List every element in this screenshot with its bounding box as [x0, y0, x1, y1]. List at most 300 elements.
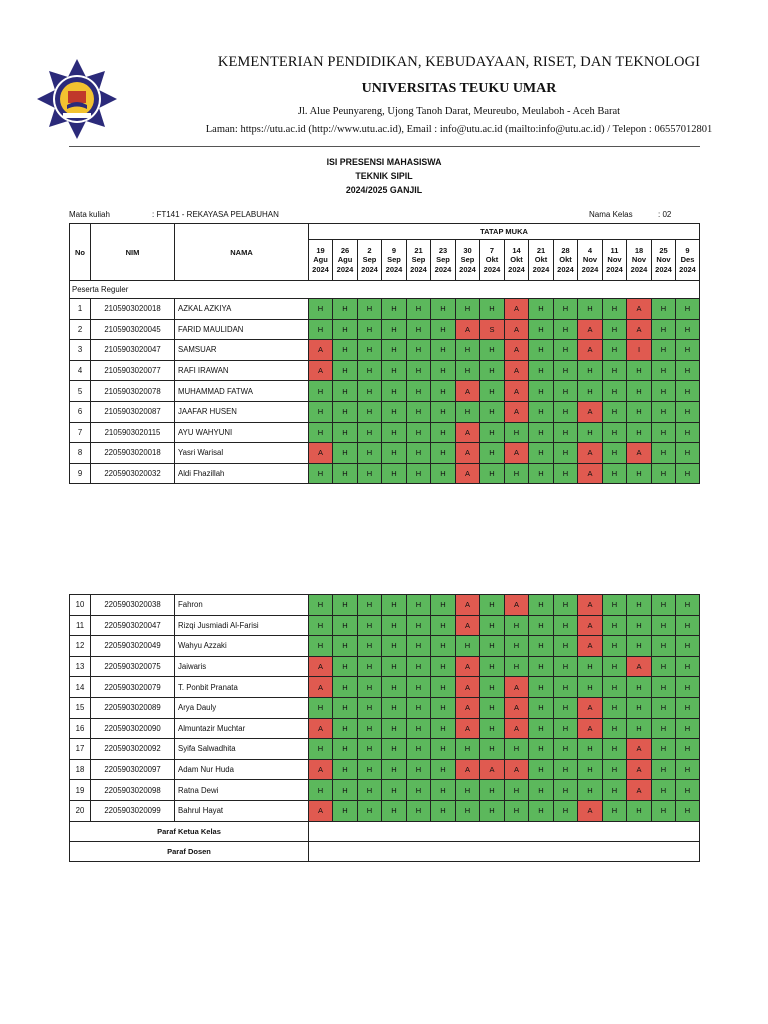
attendance-cell: A	[309, 759, 333, 780]
attendance-cell: H	[333, 381, 358, 402]
attendance-cell: A	[627, 780, 652, 801]
attendance-cell: H	[309, 401, 333, 422]
date-header-month: Nov	[607, 255, 622, 265]
course-value: : FT141 - REKAYASA PELABUHAN	[152, 210, 279, 219]
academic-term: 2024/2025 GANJIL	[345, 185, 423, 195]
attendance-cell: H	[480, 360, 505, 381]
attendance-cell: H	[382, 718, 407, 739]
attendance-cell: H	[358, 319, 382, 340]
attendance-cell: A	[505, 595, 529, 616]
attendance-cell: H	[652, 443, 676, 464]
attendance-cell: H	[358, 636, 382, 657]
attendance-cell: H	[309, 422, 333, 443]
attendance-cell: A	[456, 595, 480, 616]
attendance-cell: H	[358, 739, 382, 760]
attendance-cell: H	[407, 319, 431, 340]
attendance-cell: A	[627, 443, 652, 464]
attendance-cell: H	[652, 463, 676, 484]
attendance-cell: H	[529, 595, 554, 616]
attendance-cell: H	[603, 340, 627, 361]
attendance-cell: H	[529, 401, 554, 422]
sign-dosen-field[interactable]	[309, 841, 700, 861]
student-nim: 2105903020047	[91, 340, 175, 361]
attendance-cell: H	[358, 422, 382, 443]
attendance-cell: H	[627, 800, 652, 821]
student-nim: 2105903020018	[91, 299, 175, 320]
student-name: Bahrul Hayat	[175, 800, 309, 821]
attendance-cell: H	[431, 780, 456, 801]
student-nim: 2205903020047	[91, 615, 175, 636]
attendance-cell: A	[456, 718, 480, 739]
student-nim: 2205903020049	[91, 636, 175, 657]
attendance-cell: H	[603, 422, 627, 443]
attendance-cell: H	[676, 739, 700, 760]
student-no: 17	[70, 739, 91, 760]
attendance-cell: A	[627, 759, 652, 780]
attendance-cell: A	[578, 443, 603, 464]
attendance-cell: H	[358, 656, 382, 677]
attendance-cell: H	[505, 422, 529, 443]
table-row	[70, 422, 700, 443]
student-name: Wahyu Azzaki	[175, 636, 309, 657]
attendance-cell: A	[505, 697, 529, 718]
attendance-cell: A	[456, 697, 480, 718]
table-row	[70, 443, 700, 464]
attendance-cell: H	[480, 800, 505, 821]
attendance-cell: H	[627, 677, 652, 698]
attendance-cell: H	[554, 360, 578, 381]
attendance-cell: H	[431, 422, 456, 443]
student-nim: 2105903020077	[91, 360, 175, 381]
attendance-cell: H	[554, 636, 578, 657]
attendance-cell: H	[480, 595, 505, 616]
attendance-cell: H	[382, 780, 407, 801]
attendance-cell: H	[652, 299, 676, 320]
attendance-cell: H	[309, 463, 333, 484]
attendance-cell: H	[358, 780, 382, 801]
attendance-cell: A	[505, 401, 529, 422]
attendance-cell: H	[382, 636, 407, 657]
attendance-cell: H	[676, 381, 700, 402]
attendance-cell: H	[382, 759, 407, 780]
header-divider	[69, 146, 700, 147]
attendance-cell: A	[505, 319, 529, 340]
attendance-cell: H	[529, 615, 554, 636]
date-header-year: 2024	[312, 264, 329, 274]
attendance-cell: A	[456, 381, 480, 402]
attendance-cell: I	[627, 340, 652, 361]
attendance-cell: H	[333, 422, 358, 443]
date-header	[358, 240, 382, 281]
attendance-cell: H	[578, 759, 603, 780]
print-footnote	[12, 487, 13, 491]
attendance-cell: H	[382, 360, 407, 381]
university-contact: Laman: https://utu.ac.id (http://www.utu.ac.id), Email : info@utu.ac.id (mailto:info@utu.ac.id) / Telepon : 06557012801	[205, 124, 713, 135]
attendance-cell: H	[358, 381, 382, 402]
attendance-cell: H	[309, 615, 333, 636]
student-no: 13	[70, 656, 91, 677]
date-header-year: 2024	[336, 264, 354, 274]
attendance-cell: H	[529, 677, 554, 698]
attendance-cell: A	[309, 656, 333, 677]
attendance-cell: H	[578, 381, 603, 402]
attendance-cell: H	[382, 656, 407, 677]
student-no: 4	[70, 360, 91, 381]
date-header-day: 19	[316, 245, 325, 255]
student-nim: 2205903020099	[91, 800, 175, 821]
document-title: ISI PRESENSI MAHASISWA	[326, 157, 442, 167]
attendance-cell: H	[431, 615, 456, 636]
date-header	[627, 240, 652, 281]
attendance-cell: A	[456, 443, 480, 464]
sign-ketua-kelas-field[interactable]	[309, 821, 700, 841]
attendance-cell: H	[431, 800, 456, 821]
attendance-cell: H	[603, 739, 627, 760]
attendance-cell: H	[480, 780, 505, 801]
attendance-cell: H	[333, 340, 358, 361]
attendance-cell: H	[333, 443, 358, 464]
date-header-day: 30	[463, 245, 472, 255]
attendance-cell: H	[358, 615, 382, 636]
attendance-cell: H	[407, 759, 431, 780]
date-header-year: 2024	[630, 264, 648, 274]
date-header-month: Okt	[485, 255, 499, 265]
attendance-cell: H	[603, 615, 627, 636]
date-header-year: 2024	[459, 264, 476, 274]
attendance-cell: H	[505, 656, 529, 677]
attendance-cell: H	[407, 677, 431, 698]
attendance-cell: H	[480, 401, 505, 422]
attendance-cell: H	[309, 595, 333, 616]
attendance-cell: H	[603, 656, 627, 677]
student-nim: 2205903020090	[91, 718, 175, 739]
attendance-cell: H	[309, 319, 333, 340]
attendance-cell: H	[603, 677, 627, 698]
attendance-cell: H	[431, 319, 456, 340]
attendance-cell: A	[505, 299, 529, 320]
attendance-cell: H	[431, 718, 456, 739]
attendance-cell: H	[603, 800, 627, 821]
attendance-cell: H	[627, 422, 652, 443]
attendance-cell: H	[529, 463, 554, 484]
attendance-cell: H	[505, 739, 529, 760]
attendance-cell: H	[676, 463, 700, 484]
student-name: AZKAL AZKIYA	[175, 299, 309, 320]
attendance-cell: H	[554, 697, 578, 718]
attendance-cell: A	[309, 718, 333, 739]
attendance-cell: H	[309, 697, 333, 718]
attendance-cell: H	[603, 780, 627, 801]
student-name: Jaiwaris	[175, 656, 309, 677]
attendance-cell: H	[431, 463, 456, 484]
date-header	[578, 240, 603, 281]
attendance-cell: A	[505, 718, 529, 739]
attendance-cell: H	[652, 615, 676, 636]
attendance-cell: H	[578, 677, 603, 698]
attendance-cell: H	[652, 340, 676, 361]
attendance-cell: H	[603, 697, 627, 718]
attendance-cell: H	[431, 697, 456, 718]
attendance-cell: A	[456, 422, 480, 443]
attendance-cell: H	[676, 340, 700, 361]
attendance-cell: H	[382, 422, 407, 443]
date-header-month: Okt	[534, 255, 548, 265]
attendance-cell: H	[407, 381, 431, 402]
table-row	[70, 780, 700, 801]
date-header	[333, 240, 358, 281]
student-name: AYU WAHYUNI	[175, 422, 309, 443]
student-nim: 2205903020079	[91, 677, 175, 698]
student-no: 9	[70, 463, 91, 484]
attendance-cell: H	[407, 718, 431, 739]
attendance-cell: H	[676, 360, 700, 381]
attendance-cell: H	[554, 739, 578, 760]
date-header-year: 2024	[434, 264, 452, 274]
attendance-cell: H	[480, 739, 505, 760]
attendance-cell: A	[309, 800, 333, 821]
date-header-year: 2024	[655, 264, 672, 274]
attendance-cell: H	[407, 697, 431, 718]
attendance-cell: H	[309, 381, 333, 402]
student-name: Ratna Dewi	[175, 780, 309, 801]
student-no: 16	[70, 718, 91, 739]
attendance-cell: H	[554, 299, 578, 320]
student-no: 11	[70, 615, 91, 636]
attendance-cell: H	[358, 401, 382, 422]
attendance-cell: H	[382, 677, 407, 698]
attendance-cell: H	[529, 360, 554, 381]
attendance-cell: H	[603, 463, 627, 484]
header-no: No	[70, 224, 91, 281]
attendance-cell: H	[529, 780, 554, 801]
date-header-day: 14	[512, 245, 521, 255]
attendance-cell: H	[333, 360, 358, 381]
attendance-cell: H	[554, 759, 578, 780]
attendance-cell: H	[333, 697, 358, 718]
date-header	[676, 240, 700, 281]
student-nim: 2205903020018	[91, 443, 175, 464]
attendance-cell: H	[603, 360, 627, 381]
attendance-cell: H	[603, 718, 627, 739]
attendance-cell: H	[554, 656, 578, 677]
attendance-cell: H	[358, 299, 382, 320]
attendance-cell: H	[480, 718, 505, 739]
date-header-day: 2	[367, 245, 372, 255]
attendance-cell: H	[358, 443, 382, 464]
student-nim: 2205903020038	[91, 595, 175, 616]
attendance-cell: H	[554, 595, 578, 616]
university-name: UNIVERSITAS TEUKU UMAR	[361, 81, 557, 96]
student-no: 1	[70, 299, 91, 320]
attendance-cell: H	[505, 780, 529, 801]
table-row	[70, 677, 700, 698]
date-header	[407, 240, 431, 281]
student-no: 14	[70, 677, 91, 698]
attendance-cell: H	[554, 319, 578, 340]
attendance-cell: H	[505, 615, 529, 636]
date-header-month: Nov	[656, 255, 671, 265]
attendance-table-page2	[69, 594, 700, 862]
attendance-cell: A	[480, 759, 505, 780]
student-no: 12	[70, 636, 91, 657]
attendance-table-page1	[69, 223, 700, 484]
student-nim: 2105903020078	[91, 381, 175, 402]
student-name: Syifa Salwadhita	[175, 739, 309, 760]
attendance-cell: H	[554, 615, 578, 636]
date-header-day: 21	[536, 245, 546, 255]
attendance-cell: H	[480, 340, 505, 361]
date-header-day: 7	[489, 245, 495, 255]
attendance-cell: H	[529, 636, 554, 657]
date-header-year: 2024	[385, 264, 403, 274]
attendance-cell: H	[603, 636, 627, 657]
attendance-cell: A	[627, 739, 652, 760]
attendance-cell: H	[676, 299, 700, 320]
attendance-cell: H	[505, 800, 529, 821]
table-row	[70, 319, 700, 340]
attendance-cell: H	[529, 381, 554, 402]
date-header-month: Nov	[631, 255, 647, 265]
date-header-year: 2024	[410, 264, 427, 274]
attendance-cell: A	[456, 656, 480, 677]
attendance-cell: H	[529, 319, 554, 340]
attendance-cell: H	[407, 739, 431, 760]
attendance-cell: H	[382, 739, 407, 760]
attendance-cell: H	[627, 615, 652, 636]
date-header-year: 2024	[606, 264, 623, 274]
student-nim: 2205903020032	[91, 463, 175, 484]
table-row	[70, 718, 700, 739]
date-header-day: 18	[634, 245, 644, 255]
attendance-cell: H	[529, 718, 554, 739]
attendance-cell: A	[578, 595, 603, 616]
section-peserta-reguler: Peserta Reguler	[70, 281, 700, 299]
date-header-month: Nov	[582, 255, 598, 265]
student-nim: 2205903020089	[91, 697, 175, 718]
attendance-cell: H	[676, 677, 700, 698]
attendance-cell: H	[627, 595, 652, 616]
date-header-year: 2024	[508, 264, 525, 274]
attendance-cell: H	[676, 595, 700, 616]
header-tatap-muka: TATAP MUKA	[309, 224, 700, 240]
attendance-cell: H	[652, 800, 676, 821]
course-label: Mata kuliah	[69, 210, 110, 219]
attendance-cell: A	[309, 360, 333, 381]
attendance-cell: H	[480, 463, 505, 484]
attendance-cell: H	[627, 718, 652, 739]
student-no: 5	[70, 381, 91, 402]
date-header-month: Agu	[313, 255, 328, 265]
attendance-cell: H	[358, 697, 382, 718]
student-no: 10	[70, 595, 91, 616]
date-header-month: Des	[680, 255, 695, 265]
student-no: 2	[70, 319, 91, 340]
attendance-cell: H	[529, 443, 554, 464]
attendance-cell: H	[480, 697, 505, 718]
attendance-cell: H	[382, 443, 407, 464]
attendance-cell: H	[652, 739, 676, 760]
student-name: FARID MAULIDAN	[175, 319, 309, 340]
attendance-cell: H	[627, 463, 652, 484]
attendance-cell: H	[554, 718, 578, 739]
attendance-cell: H	[505, 463, 529, 484]
attendance-cell: H	[309, 739, 333, 760]
attendance-cell: A	[578, 697, 603, 718]
attendance-cell: H	[652, 697, 676, 718]
student-name: RAFI IRAWAN	[175, 360, 309, 381]
table-row	[70, 595, 700, 616]
attendance-cell: H	[333, 463, 358, 484]
table-row	[70, 381, 700, 402]
attendance-cell: H	[554, 443, 578, 464]
attendance-cell: A	[578, 636, 603, 657]
student-nim: 2205903020075	[91, 656, 175, 677]
attendance-cell: H	[480, 656, 505, 677]
attendance-cell: A	[505, 340, 529, 361]
attendance-cell: H	[676, 656, 700, 677]
student-no: 19	[70, 780, 91, 801]
attendance-cell: H	[333, 677, 358, 698]
attendance-cell: H	[382, 595, 407, 616]
attendance-cell: H	[333, 656, 358, 677]
student-name: Aldi Fhazillah	[175, 463, 309, 484]
date-header	[456, 240, 480, 281]
attendance-cell: H	[407, 615, 431, 636]
date-header	[505, 240, 529, 281]
attendance-cell: H	[529, 697, 554, 718]
attendance-cell: H	[480, 381, 505, 402]
attendance-cell: H	[603, 381, 627, 402]
attendance-cell: H	[627, 401, 652, 422]
attendance-cell: H	[676, 759, 700, 780]
attendance-cell: H	[431, 595, 456, 616]
attendance-cell: H	[603, 595, 627, 616]
student-nim: 2105903020087	[91, 401, 175, 422]
attendance-cell: H	[382, 340, 407, 361]
attendance-cell: H	[358, 759, 382, 780]
student-no: 18	[70, 759, 91, 780]
attendance-cell: H	[652, 780, 676, 801]
sign-ketua-kelas-label: Paraf Ketua Kelas	[70, 821, 309, 841]
class-label: Nama Kelas	[589, 210, 633, 219]
attendance-cell: H	[676, 422, 700, 443]
attendance-cell: H	[554, 800, 578, 821]
table-row	[70, 463, 700, 484]
attendance-cell: H	[480, 636, 505, 657]
attendance-cell: A	[309, 677, 333, 698]
attendance-cell: H	[358, 463, 382, 484]
attendance-cell: H	[431, 739, 456, 760]
attendance-cell: H	[407, 299, 431, 320]
date-header-year: 2024	[361, 264, 378, 274]
attendance-cell: H	[309, 780, 333, 801]
attendance-cell: A	[456, 677, 480, 698]
attendance-cell: H	[333, 299, 358, 320]
attendance-cell: H	[333, 800, 358, 821]
date-header-day: 9	[685, 245, 690, 255]
date-header-year: 2024	[483, 264, 501, 274]
attendance-cell: H	[676, 697, 700, 718]
date-header	[603, 240, 627, 281]
attendance-cell: H	[431, 677, 456, 698]
attendance-cell: H	[358, 718, 382, 739]
date-header-year: 2024	[532, 264, 550, 274]
attendance-cell: H	[456, 800, 480, 821]
attendance-cell: H	[627, 381, 652, 402]
date-header-day: 23	[438, 245, 448, 255]
attendance-cell: H	[603, 401, 627, 422]
attendance-cell: H	[456, 780, 480, 801]
